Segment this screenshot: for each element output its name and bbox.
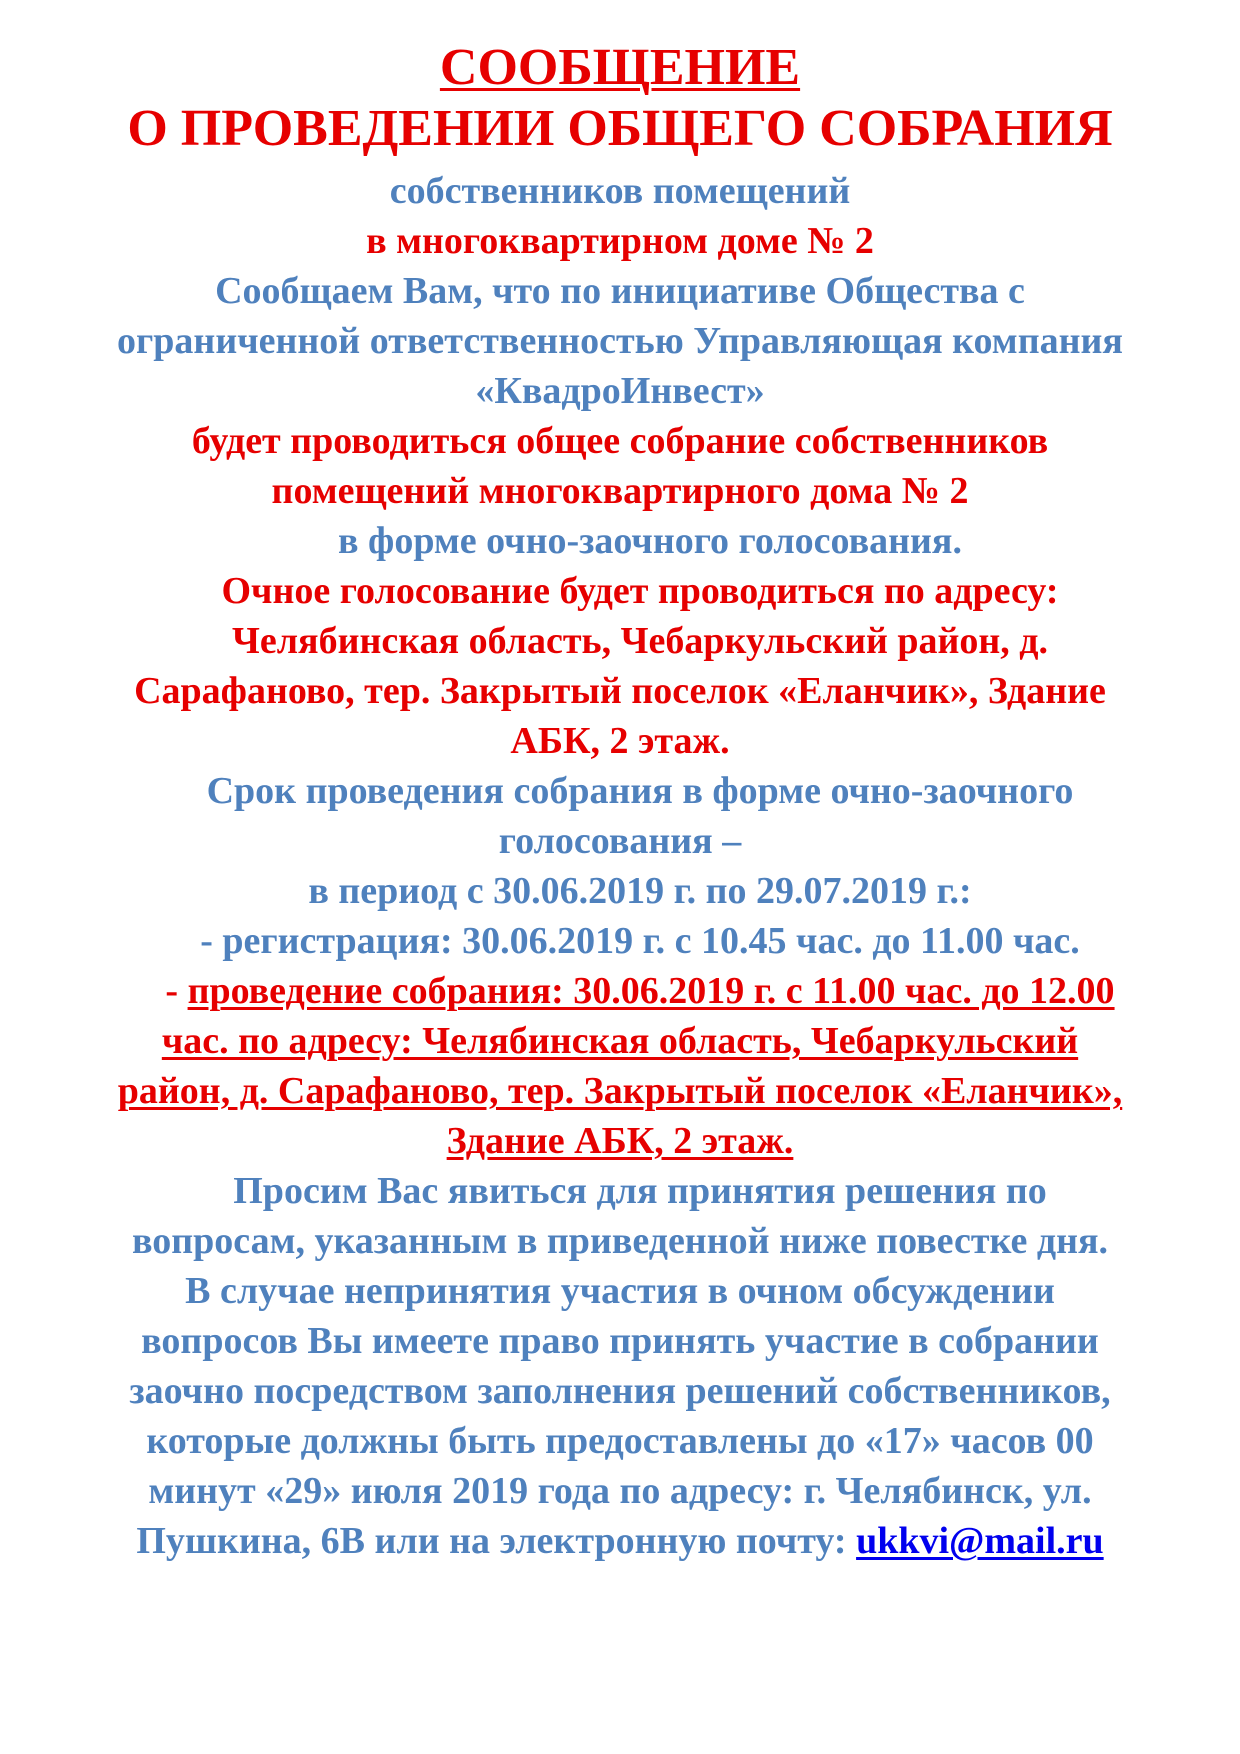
address-line-4: АБК, 2 этаж. — [510, 720, 730, 762]
request-line-6: которые должны быть предоставлены до «17» часов 00 — [146, 1420, 1094, 1462]
meeting-time-line-3: район, д. Сарафаново, тер. Закрытый поселок «Еланчик», — [117, 1070, 1123, 1112]
email-link[interactable]: ukkvi@mail.ru — [856, 1520, 1104, 1562]
request-line-8-text: Пушкина, 6В или на электронную почту: — [136, 1520, 857, 1562]
request-line-2: вопросам, указанным в приведенной ниже повестке дня. — [131, 1220, 1109, 1262]
intro-line-1: Сообщаем Вам, что по инициативе Общества с — [215, 270, 1025, 312]
meeting-time-dash: - — [165, 970, 188, 1012]
period-line-3: в период с 30.06.2019 г. по 29.07.2019 г.: — [308, 870, 972, 912]
address-line-3: Сарафаново, тер. Закрытый поселок «Еланчик», Здание — [134, 670, 1106, 712]
period-line-2: голосования – — [498, 820, 742, 862]
period-line-1: Срок проведения собрания в форме очно-заочного — [206, 770, 1074, 812]
address-line-1: Очное голосование будет проводиться по адресу: — [221, 570, 1059, 612]
meeting-time-text: проведение собрания: 30.06.2019 г. с 11.00 час. до 12.00 — [187, 970, 1115, 1012]
request-line-7: минут «29» июля 2019 года по адресу: г. Челябинск, ул. — [148, 1470, 1092, 1512]
address-line-2: Челябинская область, Чебаркульский район, д. — [231, 620, 1049, 662]
registration-line: - регистрация: 30.06.2019 г. с 10.45 час. до 11.00 час. — [200, 920, 1080, 962]
meeting-line-3: в форме очно-заочного голосования. — [338, 520, 962, 562]
request-line-8 — [30, 1522, 1210, 1560]
meeting-time-line-2: час. по адресу: Челябинская область, Чебаркульский — [161, 1020, 1079, 1062]
meeting-time-line-4: Здание АБК, 2 этаж. — [446, 1120, 794, 1162]
request-line-5: заочно посредством заполнения решений собственников, — [129, 1370, 1111, 1412]
title-line-1: СООБЩЕНИЕ — [439, 39, 801, 96]
meeting-line-2: помещений многоквартирного дома № 2 — [271, 470, 969, 512]
meeting-line-1: будет проводиться общее собрание собственников — [191, 420, 1049, 462]
request-line-3: В случае непринятия участия в очном обсуждении — [185, 1270, 1055, 1312]
intro-line-2: ограниченной ответственностью Управляющая компания — [117, 320, 1123, 362]
intro-line-3: «КвадроИнвест» — [475, 370, 765, 412]
title-line-2: О ПРОВЕДЕНИИ ОБЩЕГО СОБРАНИЯ — [127, 100, 1113, 157]
subtitle-line-2: в многоквартирном доме № 2 — [366, 220, 874, 262]
request-line-1: Просим Вас явиться для принятия решения по — [233, 1170, 1047, 1212]
subtitle-line-1: собственников помещений — [389, 170, 851, 212]
meeting-time-line-1 — [50, 972, 1230, 1010]
request-line-4: вопросов Вы имеете право принять участие в собрании — [141, 1320, 1099, 1362]
